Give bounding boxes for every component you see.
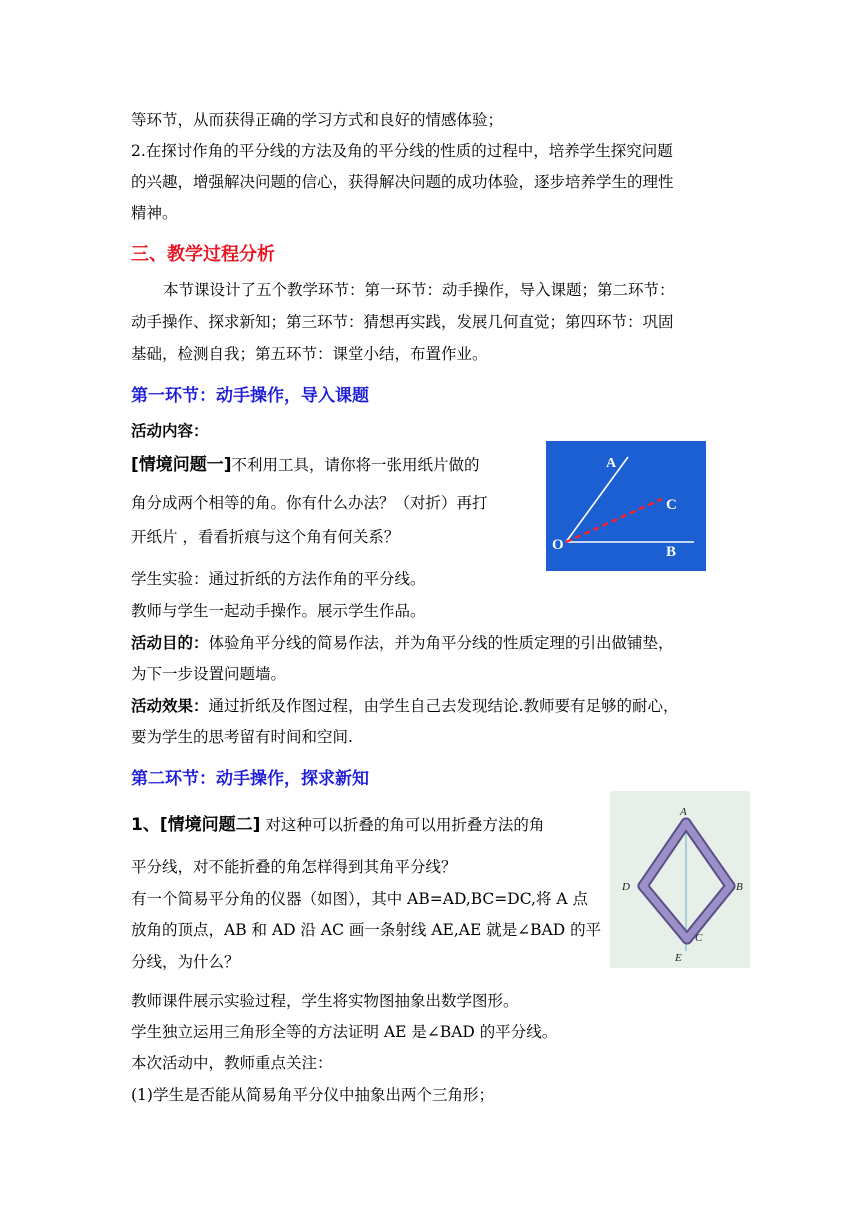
question1-line-1 [131, 455, 480, 475]
question2-bracket: [情境问题二] [159, 815, 261, 835]
question1-text: 不利用工具，请你将一张用纸片做的 [231, 456, 480, 474]
teacher-focus: 本次活动中，教师重点关注： [131, 1054, 333, 1072]
activity-aim-label: 活动目的： [131, 634, 209, 652]
question2-text: 对这种可以折叠的角可以用折叠方法的角 [260, 816, 545, 834]
question2-line-3: 有一个简易平分角的仪器（如图），其中 AB=AD,BC=DC,将 A 点 [131, 890, 588, 908]
intro-line-2: 2.在探讨作角的平分线的方法及角的平分线的性质的过程中，培养学生探究问题 [131, 142, 673, 160]
label-o: O [552, 537, 564, 553]
activity-effect-line-2: 要为学生的思考留有时间和空间. [131, 728, 353, 746]
question1-bracket: [情境问题一] [131, 455, 232, 475]
label-a: A [606, 456, 617, 471]
angle-fold-figure [546, 441, 706, 571]
intro-line-3: 的兴趣，增强解决问题的信心，获得解决问题的成功体验，逐步培养学生的理性 [131, 173, 674, 191]
section-paragraph-line-3: 基础，检测自我；第五环节：课堂小结，布置作业。 [131, 345, 488, 363]
label-b: B [736, 881, 743, 893]
label-c: C [695, 932, 703, 944]
label-d: D [622, 881, 630, 893]
student-experiment: 学生实验：通过折纸的方法作角的平分线。 [131, 570, 426, 588]
step1-heading: 第一环节：动手操作，导入课题 [131, 386, 369, 406]
section-heading: 三、教学过程分析 [131, 244, 275, 265]
question2-line-1 [131, 815, 544, 835]
teacher-demo: 教师课件展示实验过程，学生将实物图抽象出数学图形。 [131, 992, 519, 1010]
focus-item-1: (1)学生是否能从简易角平分仪中抽象出两个三角形； [131, 1086, 494, 1104]
question1-line-3: 开纸片 ，看看折痕与这个角有何关系？ [131, 528, 400, 546]
activity-effect-line-1 [131, 696, 678, 716]
activity-effect-text: 通过折纸及作图过程，由学生自己去发现结论.教师要有足够的耐心， [208, 697, 679, 715]
label-e: E [675, 952, 682, 964]
label-a: A [680, 806, 687, 818]
section-paragraph-line-2: 动手操作、探求新知；第三环节：猜想再实践，发展几何直觉；第四环节：巩固 [131, 313, 674, 331]
intro-line-1: 等环节，从而获得正确的学习方式和良好的情感体验； [131, 111, 504, 129]
question2-line-2: 平分线，对不能折叠的角怎样得到其角平分线？ [131, 858, 457, 876]
question2-line-4: 放角的顶点，AB 和 AD 沿 AC 画一条射线 AE,AE 就是∠BAD 的平 [131, 921, 602, 939]
student-proof: 学生独立运用三角形全等的方法证明 AE 是∠BAD 的平分线。 [131, 1023, 558, 1041]
label-c: C [666, 497, 677, 513]
teacher-operation: 教师与学生一起动手操作。展示学生作品。 [131, 602, 426, 620]
question2-prefix: 1、 [131, 815, 160, 835]
question2-line-5: 分线，为什么？ [131, 953, 240, 971]
activity-effect-label: 活动效果： [131, 697, 209, 715]
angle-bisector-instrument-figure [610, 791, 750, 968]
section-paragraph-line-1: 本节课设计了五个教学环节：第一环节：动手操作，导入课题；第二环节： [163, 281, 675, 299]
label-b: B [666, 544, 677, 560]
step2-heading: 第二环节：动手操作，探求新知 [131, 769, 369, 789]
intro-line-4: 精神。 [131, 204, 178, 222]
activity-aim-text: 体验角平分线的简易作法，并为角平分线的性质定理的引出做铺垫， [208, 634, 674, 652]
question1-line-2: 角分成两个相等的角。你有什么办法？（对折）再打 [131, 494, 488, 512]
activity-aim-line-1 [131, 633, 674, 653]
activity-content-label: 活动内容： [131, 422, 209, 440]
activity-aim-line-2: 为下一步设置问题墙。 [131, 665, 287, 683]
